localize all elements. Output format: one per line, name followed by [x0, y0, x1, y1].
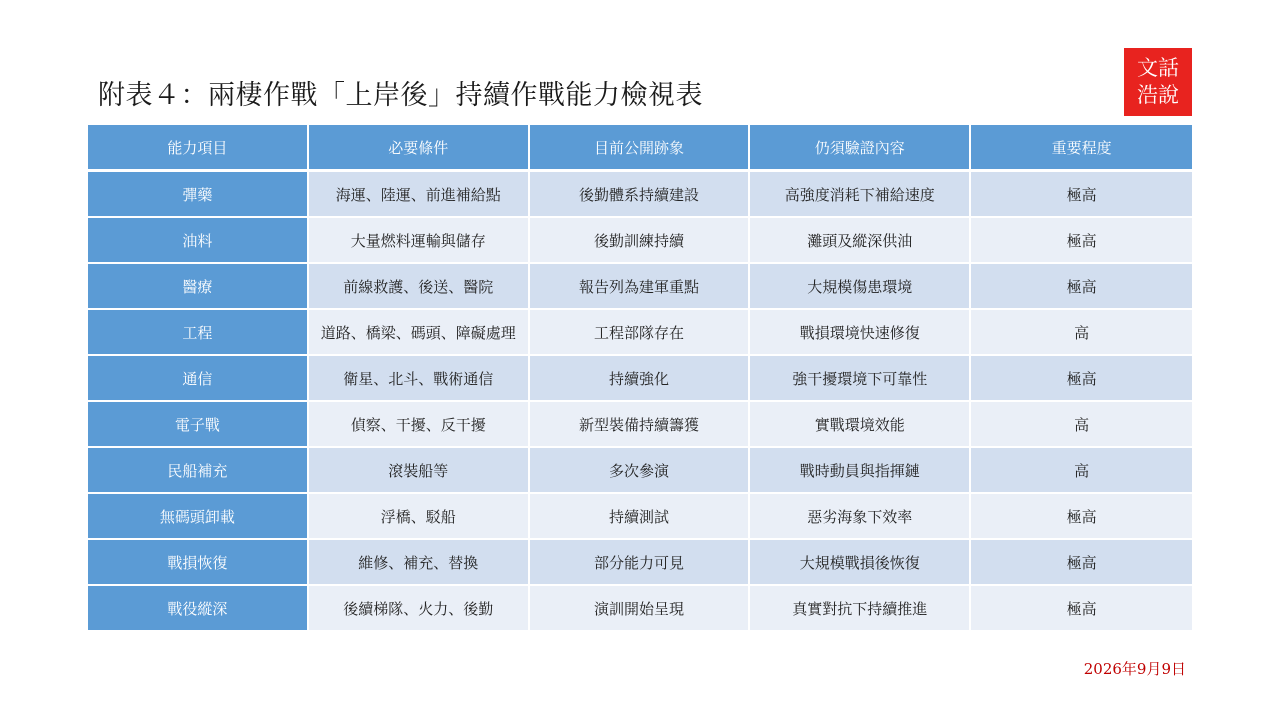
- date-label: 2026年9月9日: [1083, 660, 1186, 678]
- table-cell: 實戰環境效能: [750, 402, 971, 448]
- table-cell: 後續梯隊、火力、後勤: [309, 586, 530, 632]
- row-header-cell: 醫療: [88, 264, 309, 310]
- logo-line-1: 文話: [1137, 56, 1179, 80]
- table-row: [88, 586, 1192, 632]
- row-header-cell: 戰役縱深: [88, 586, 309, 632]
- table-cell: 戰時動員與指揮鏈: [750, 448, 971, 494]
- row-header-cell: 無碼頭卸載: [88, 494, 309, 540]
- header-cell: 必要條件: [309, 125, 530, 172]
- table-row: [88, 310, 1192, 356]
- table-cell: 浮橋、駁船: [309, 494, 530, 540]
- table-cell: 大量燃料運輸與儲存: [309, 218, 530, 264]
- table-cell: 道路、橋梁、碼頭、障礙處理: [309, 310, 530, 356]
- table-cell: 極高: [971, 494, 1192, 540]
- table-cell: 極高: [971, 172, 1192, 218]
- table-cell: 海運、陸運、前進補給點: [309, 172, 530, 218]
- table-cell: 滾裝船等: [309, 448, 530, 494]
- table-row: [88, 402, 1192, 448]
- capability-table: [88, 125, 1192, 632]
- table-row: [88, 172, 1192, 218]
- table-cell: 大規模傷患環境: [750, 264, 971, 310]
- table-cell: 持續測試: [530, 494, 751, 540]
- table-cell: 偵察、干擾、反干擾: [309, 402, 530, 448]
- header-cell: 仍須驗證內容: [750, 125, 971, 172]
- table-cell: 高: [971, 402, 1192, 448]
- row-header-cell: 油料: [88, 218, 309, 264]
- row-header-cell: 民船補充: [88, 448, 309, 494]
- table-row: [88, 218, 1192, 264]
- table-cell: 後勤訓練持續: [530, 218, 751, 264]
- table-cell: 新型裝備持續籌獲: [530, 402, 751, 448]
- table-cell: 持續強化: [530, 356, 751, 402]
- table-cell: 報告列為建軍重點: [530, 264, 751, 310]
- logo: [1124, 48, 1192, 116]
- header-cell: 能力項目: [88, 125, 309, 172]
- table-cell: 極高: [971, 586, 1192, 632]
- table-cell: 戰損環境快速修復: [750, 310, 971, 356]
- table-row: [88, 494, 1192, 540]
- table-cell: 高: [971, 448, 1192, 494]
- table-cell: 極高: [971, 356, 1192, 402]
- table-row: [88, 448, 1192, 494]
- table-body: [88, 172, 1192, 632]
- table-cell: 衛星、北斗、戰術通信: [309, 356, 530, 402]
- table-cell: 極高: [971, 218, 1192, 264]
- table-row: [88, 264, 1192, 310]
- table-cell: 演訓開始呈現: [530, 586, 751, 632]
- header-cell: 目前公開跡象: [530, 125, 751, 172]
- table-header-row: [88, 125, 1192, 172]
- row-header-cell: 工程: [88, 310, 309, 356]
- table-cell: 惡劣海象下效率: [750, 494, 971, 540]
- table-cell: 部分能力可見: [530, 540, 751, 586]
- row-header-cell: 彈藥: [88, 172, 309, 218]
- table-cell: 極高: [971, 540, 1192, 586]
- table-cell: 後勤體系持續建設: [530, 172, 751, 218]
- table-cell: 極高: [971, 264, 1192, 310]
- table-row: [88, 540, 1192, 586]
- table-cell: 灘頭及縱深供油: [750, 218, 971, 264]
- row-header-cell: 通信: [88, 356, 309, 402]
- table-cell: 真實對抗下持續推進: [750, 586, 971, 632]
- header-cell: 重要程度: [971, 125, 1192, 172]
- table-cell: 高: [971, 310, 1192, 356]
- logo-line-2: 浩說: [1137, 83, 1179, 107]
- row-header-cell: 電子戰: [88, 402, 309, 448]
- table-cell: 前線救護、後送、醫院: [309, 264, 530, 310]
- table-cell: 多次參演: [530, 448, 751, 494]
- table-cell: 高強度消耗下補給速度: [750, 172, 971, 218]
- page-title: 附表４：兩棲作戰「上岸後」持續作戰能力檢視表: [98, 80, 703, 111]
- row-header-cell: 戰損恢復: [88, 540, 309, 586]
- table-cell: 工程部隊存在: [530, 310, 751, 356]
- table-cell: 大規模戰損後恢復: [750, 540, 971, 586]
- table-cell: 維修、補充、替換: [309, 540, 530, 586]
- table-cell: 強干擾環境下可靠性: [750, 356, 971, 402]
- table-row: [88, 356, 1192, 402]
